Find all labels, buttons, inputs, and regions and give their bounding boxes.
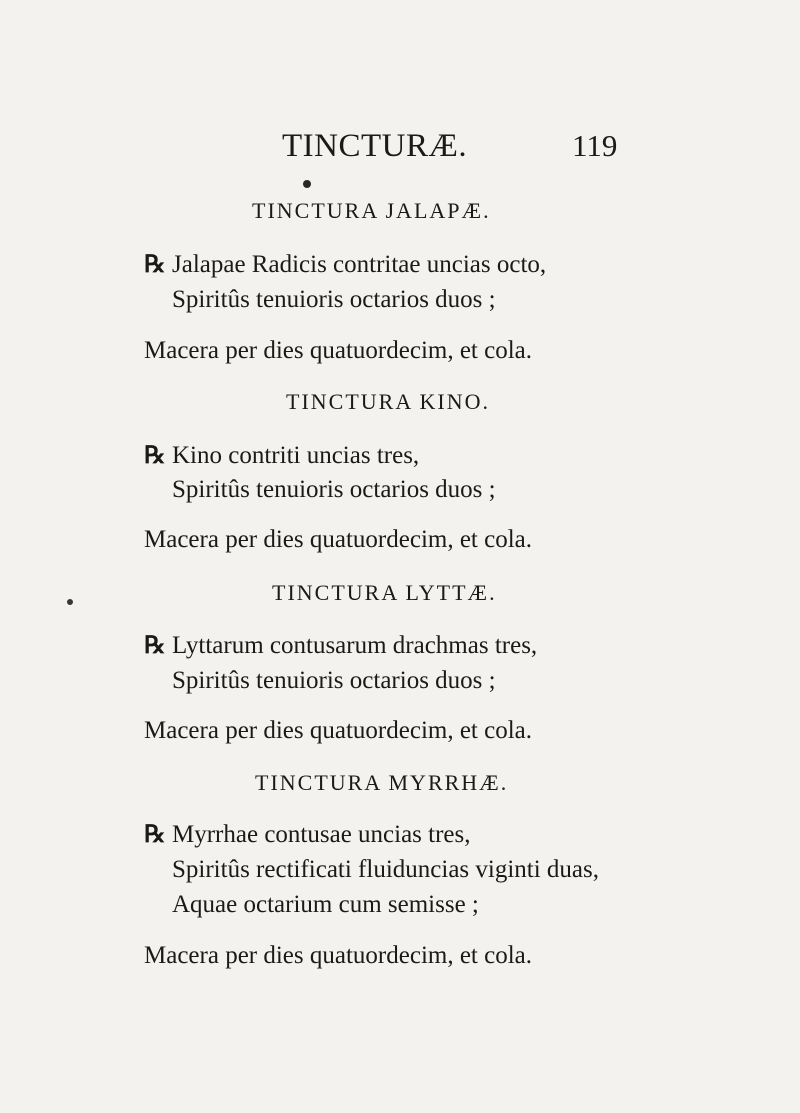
recipe-symbol: ℞ bbox=[144, 252, 166, 278]
ingredient-line bbox=[144, 633, 537, 658]
recipe-symbol: ℞ bbox=[144, 822, 166, 848]
ingredient-line bbox=[172, 857, 599, 882]
recipe-symbol: ℞ bbox=[144, 633, 166, 659]
ingredient-text: Spiritûs tenuioris octarios duos ; bbox=[172, 286, 496, 313]
instruction-text: Macera per dies quatuordecim, et cola. bbox=[144, 717, 533, 744]
instruction-text: Macera per dies quatuordecim, et cola. bbox=[144, 337, 533, 364]
instruction-line bbox=[144, 527, 532, 552]
recipe-symbol: ℞ bbox=[144, 443, 166, 469]
instruction-text: Macera per dies quatuordecim, et cola. bbox=[144, 526, 533, 553]
ingredient-line bbox=[144, 252, 546, 277]
ingredient-text: Myrrhae contusae uncias tres, bbox=[172, 821, 471, 848]
ingredient-line bbox=[172, 477, 496, 502]
ingredient-text: Spiritûs tenuioris octarios duos ; bbox=[172, 667, 496, 694]
instruction-text: Macera per dies quatuordecim, et cola. bbox=[144, 942, 533, 969]
ingredient-text: Spiritûs tenuioris octarios duos ; bbox=[172, 476, 496, 503]
ingredient-line bbox=[172, 892, 479, 917]
ingredient-text: Aquae octarium cum semisse ; bbox=[172, 891, 479, 918]
ingredient-line bbox=[172, 668, 496, 693]
ingredient-text: Spiritûs rectificati fluiduncias viginti duas, bbox=[172, 856, 600, 883]
section-heading-kino: TINCTURA KINO. bbox=[286, 389, 490, 414]
ink-speck bbox=[303, 180, 311, 188]
ingredient-line bbox=[144, 822, 471, 847]
section-heading-jalapae: TINCTURA JALAPÆ. bbox=[252, 198, 491, 223]
ingredient-text: Kino contriti uncias tres, bbox=[172, 442, 420, 469]
section-heading-lyttae: TINCTURA LYTTÆ. bbox=[272, 580, 497, 605]
instruction-line bbox=[144, 718, 532, 743]
section-heading-myrrhae: TINCTURA MYRRHÆ. bbox=[255, 770, 509, 795]
running-head bbox=[0, 128, 800, 168]
margin-speck bbox=[67, 599, 73, 605]
ingredient-text: Jalapae Radicis contritae uncias octo, bbox=[172, 251, 547, 278]
ingredient-text: Lyttarum contusarum drachmas tres, bbox=[172, 632, 538, 659]
ingredient-line bbox=[172, 287, 496, 312]
instruction-line bbox=[144, 943, 532, 968]
ingredient-line bbox=[144, 443, 419, 468]
instruction-line bbox=[144, 338, 532, 363]
running-title: TINCTURÆ. bbox=[282, 128, 468, 164]
page-number: 119 bbox=[572, 128, 618, 163]
